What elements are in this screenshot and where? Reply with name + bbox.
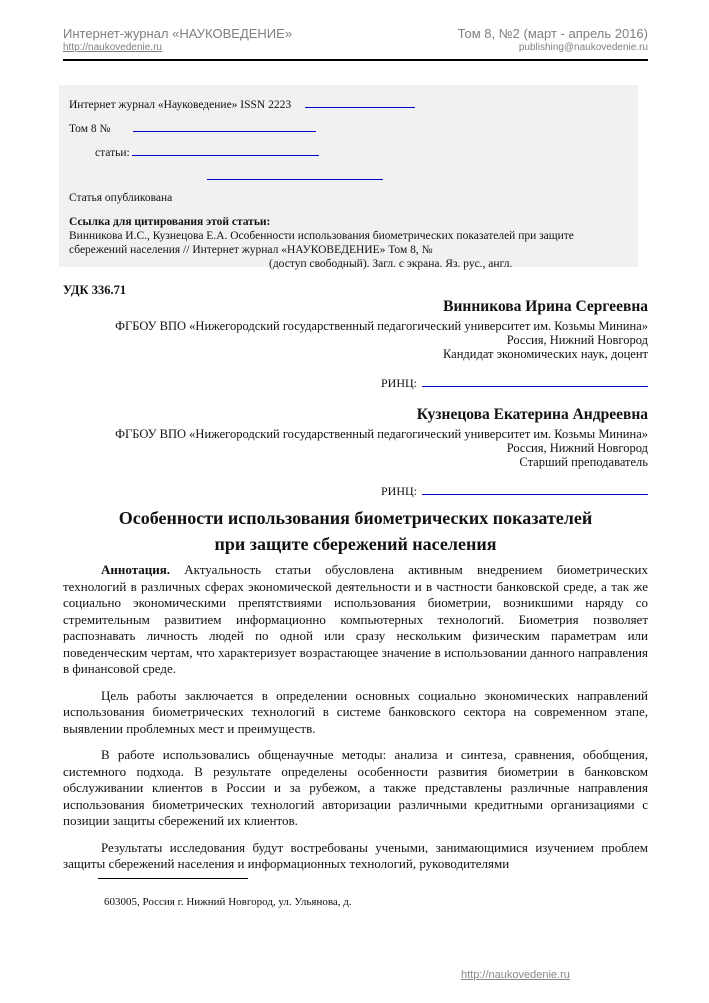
article-blank-link-field[interactable]	[132, 144, 319, 156]
issn-blank-link-field[interactable]	[305, 96, 415, 108]
author-block-2	[63, 405, 648, 469]
author-name: Кузнецова Екатерина Андреевна	[416, 406, 648, 423]
abstract-paragraph	[63, 562, 648, 678]
footer-url-link[interactable]: http://naukovedenie.ru	[461, 969, 570, 981]
url-blank-link-field[interactable]	[207, 168, 383, 180]
footnote-text: 603005, Россия г. Нижний Новгород, ул. Ульянова, д.	[104, 896, 352, 908]
title-line-1: Особенности использования биометрических показателей	[118, 508, 593, 528]
article-number-row	[69, 144, 626, 160]
citation-text: Винникова И.С., Кузнецова Е.А. Особенности использования биометрических показателей при защите сбережений населения // Интернет журнал «НАУКОВЕДЕНИЕ» Том 8, №	[69, 230, 574, 256]
author-position: Старший преподаватель	[519, 455, 648, 469]
rinc-row-1	[63, 375, 648, 391]
header-right	[458, 26, 648, 54]
body-paragraph: Цель работы заключается в определении основных социально экономических направлений использования биометрических технологий в системе банковского сектора на современном этапе, выявлении проблемных мест и преимуществ.	[63, 687, 648, 736]
body-paragraph: Результаты исследования будут востребованы учеными, занимающимися изучением проблем защиты сбережений населения и информационных технологий, руководителями	[63, 839, 648, 871]
article-number-label: статьи:	[95, 147, 130, 159]
title-line-2: при защите сбережений населения	[214, 534, 497, 554]
citation-heading: Ссылка для цитирования этой статьи:	[69, 216, 271, 228]
issn-row	[69, 96, 626, 112]
author-block-1	[63, 297, 648, 361]
header-divider	[63, 59, 648, 61]
page-header	[63, 26, 648, 54]
author-location: Россия, Нижний Новгород	[506, 441, 648, 455]
header-left	[63, 26, 292, 54]
rinc-row-2	[63, 483, 648, 499]
article-title	[63, 505, 648, 557]
udk-code: УДК 336.71	[63, 283, 127, 297]
abstract-text: Актуальность статьи обусловлена активным внедрением биометрических технологий в различных сферах экономической деятельности и в частности банковской среде, а так же социально экономическими препятствиями использования биометрии, возникшими наряду со стремительным развитием информационно компьютерных технологий. Биометрия позволяет распознавать личность людей по одной или сразу нескольким физическим параметрам или поведенческим чертам, что характеризует возрастающее значение в использовании данного направления в финансовой среде.	[63, 562, 648, 676]
citation-access-note: (доступ свободный). Загл. с экрана. Яз. рус., англ.	[269, 258, 513, 270]
volume-info: Том 8, №2 (март - апрель 2016)	[457, 26, 648, 41]
issn-label: Интернет журнал «Науковедение» ISSN 2223	[69, 99, 292, 111]
article-body	[63, 562, 648, 883]
volume-label: Том 8 №	[69, 123, 111, 135]
body-paragraph: В работе использовались общенаучные методы: анализа и синтеза, сравнения, обобщения, системного подхода. В результате определены особенности развития биометрии в банковском обслуживании клиентов в России и за рубежом, а также представлены различные направления использования биометрических технологий авторизации различными кредитными организациями с позиции защиты сбережений их клиентов.	[63, 747, 648, 828]
volume-blank-link-field[interactable]	[133, 120, 316, 132]
citation-info-box	[59, 85, 638, 270]
volume-row	[69, 120, 626, 136]
rinc-label: РИНЦ:	[380, 484, 417, 498]
author-location: Россия, Нижний Новгород	[506, 333, 648, 347]
journal-url-link[interactable]: http://naukovedenie.ru	[63, 42, 162, 53]
published-status: Статья опубликована	[69, 192, 173, 204]
rinc-label: РИНЦ:	[380, 376, 417, 390]
author-affiliation: ФГБОУ ВПО «Нижегородский государственный педагогический университет им. Козьмы Минина»	[115, 427, 648, 441]
author-name: Винникова Ирина Сергеевна	[443, 298, 648, 315]
journal-title: Интернет-журнал «НАУКОВЕДЕНИЕ»	[63, 26, 293, 41]
rinc-blank-link-field[interactable]	[422, 375, 648, 387]
rinc-blank-link-field[interactable]	[422, 483, 648, 495]
url-row	[69, 168, 626, 184]
publisher-email-link[interactable]: publishing@naukovedenie.ru	[518, 42, 648, 53]
abstract-label: Аннотация.	[101, 562, 171, 577]
author-affiliation: ФГБОУ ВПО «Нижегородский государственный педагогический университет им. Козьмы Минина»	[115, 319, 648, 333]
author-position: Кандидат экономических наук, доцент	[443, 347, 648, 361]
footnote-divider	[98, 878, 248, 879]
